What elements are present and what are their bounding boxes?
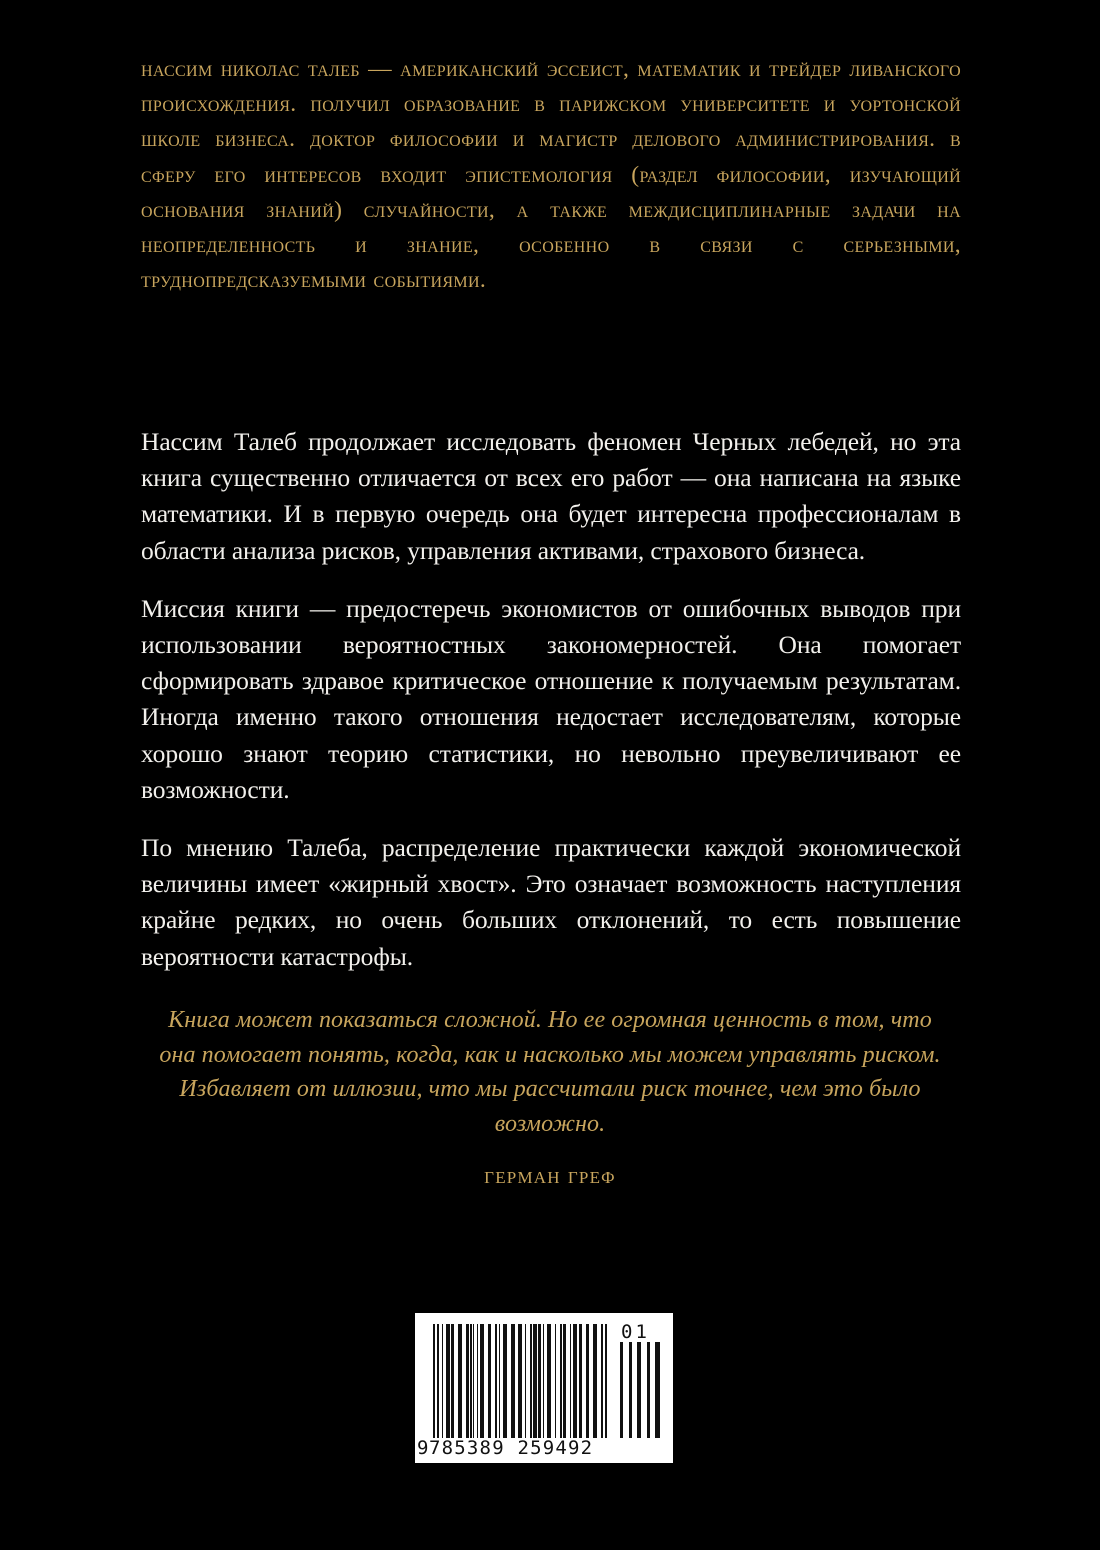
barcode-lead-digit: 9 [417, 1437, 429, 1459]
barcode-digits: 785389 259492 [429, 1437, 594, 1459]
description-paragraph-1: Нассим Талеб продолжает исследовать феномен Черных лебедей, но эта книга существенно отличается от всех его работ — она написана на языке математики. И в первую очередь она будет интересна профессионалам в области анализа рисков, управления активами, страхового бизнеса. [141, 427, 961, 565]
barcode [415, 1313, 673, 1463]
description-paragraph-2: Миссия книги — предостеречь экономистов от ошибочных выводов при использовании вероятностных закономерностей. Она помогает сформировать здравое критическое отношение к получаемым результатам. Иногда именно такого отношения недостает исследователям, которые хорошо знают теорию статистики, но невольно преувеличивают ее возможности. [141, 593, 961, 804]
author-bio-block [141, 52, 961, 298]
barcode-inner [415, 1313, 673, 1463]
description-block [141, 424, 961, 975]
description-paragraph-3: По мнению Талеба, распределение практически каждой экономической величины имеет «жирный хвост». Это означает возможность наступления крайне редких, но очень больших отклонений, то есть повышение вероятности катастрофы. [141, 833, 961, 971]
pull-quote-attribution: герман греф [484, 1163, 616, 1189]
pull-quote-text: Книга может показаться сложной. Но ее огромная ценность в том, что она помогает понять, когда, как и насколько мы можем управлять риском. Избавляет от иллюзии, что мы рассчитали риск точнее, чем это было возможно. [159, 1007, 941, 1137]
barcode-bars-main [433, 1324, 607, 1438]
barcode-addon-digits: 01 [621, 1321, 650, 1343]
pull-quote-block [150, 1003, 950, 1191]
author-bio-text: нассим николас талеб — американский эссеист, математик и трейдер ливанского происхождения. получил образование в парижском университете и уортонской школе бизнеса. доктор философии и магистр делового администрирования. в сферу его интересов входит эпистемология (раздел философии, изучающий основания знаний) случайности, а также междисциплинарные задачи на неопределенность и знание, особенно в связи с серьезными, труднопредсказуемыми событиями. [141, 56, 961, 294]
barcode-bars-addon [620, 1342, 662, 1438]
